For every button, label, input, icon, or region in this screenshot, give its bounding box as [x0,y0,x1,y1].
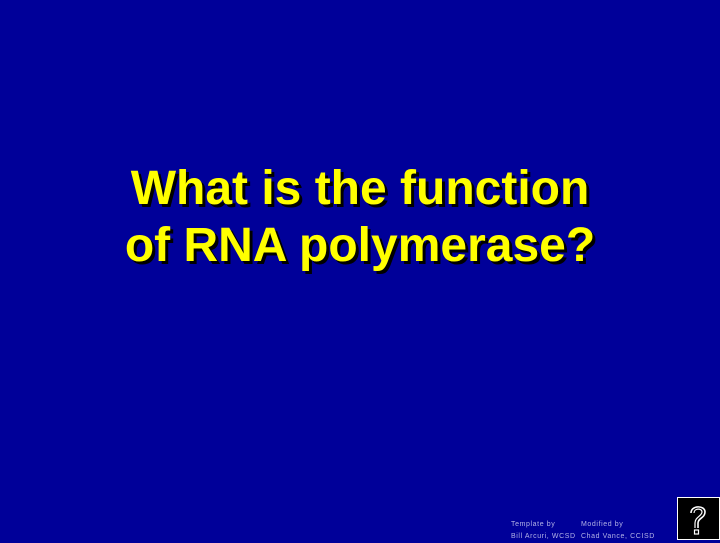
template-credit-label: Template by [511,521,556,528]
question-text [20,160,700,274]
modified-credit-label: Modified by [581,521,624,528]
question-line-2: of RNA polymerase? [124,219,596,273]
modified-credit-author: Chad Vance, CCISD [581,533,655,540]
template-credit [511,519,576,543]
modified-credit [581,519,655,543]
question-line-1: What is the function [130,162,590,215]
question-mark-icon [678,498,718,538]
template-credit-author: Bill Arcuri, WCSD [511,533,576,540]
question-mark-button[interactable] [677,497,720,540]
